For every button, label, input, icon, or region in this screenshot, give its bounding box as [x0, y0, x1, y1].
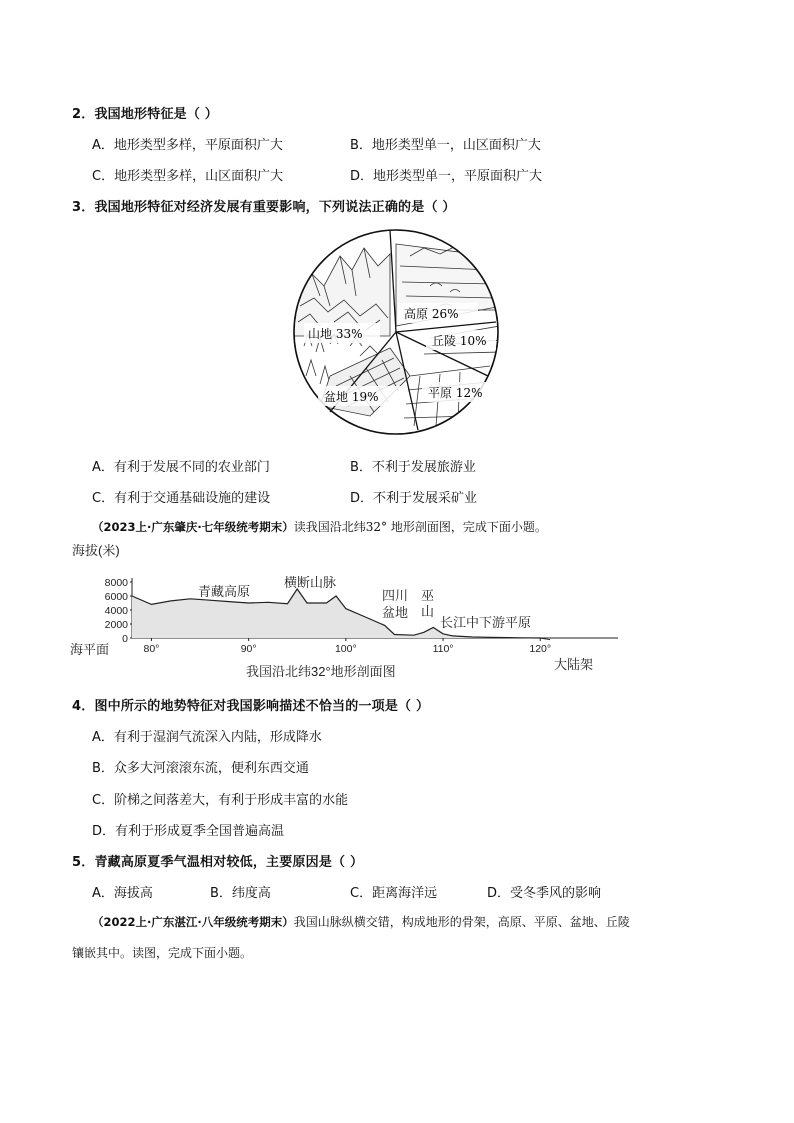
q4-stem: 4．图中所示的地势特征对我国影响描述不恰当的一项是（ ）: [72, 699, 430, 714]
terrain-pie-figure: [290, 226, 502, 438]
y-tick-label: 4000: [104, 605, 128, 617]
x-tick-label: 80°: [143, 643, 160, 655]
q4-option-b: B．众多大河滚滚东流，便利东西交通: [92, 761, 309, 776]
q5-stem: 5．青藏高原夏季气温相对较低，主要原因是（ ）: [72, 855, 364, 870]
q2-option-d: D．地形类型单一，平原面积广大: [350, 169, 543, 184]
intro-1: [92, 518, 547, 535]
x-tick-label: 100°: [334, 643, 357, 655]
x-tick-label: 90°: [240, 643, 257, 655]
q2-stem: 2．我国地形特征是（ ）: [72, 107, 218, 122]
intro-2-text-1: 我国山脉纵横交错，构成地形的骨架，高原、平原、盆地、丘陵: [293, 915, 630, 929]
label-hengduan: 横断山脉: [284, 575, 337, 590]
q5-option-b: B．纬度高: [210, 886, 271, 901]
q2-option-a: A．地形类型多样，平原面积广大: [92, 138, 283, 153]
x-tick-label: 110°: [432, 643, 454, 655]
label-sichuan-2: 盆地: [382, 605, 409, 620]
y-tick-label: 8000: [104, 577, 128, 589]
label-dalujia: 大陆架: [554, 657, 594, 672]
pie-label-pendi: 盆地 19%: [324, 390, 379, 404]
profile-ylabel: 海拔(米): [72, 543, 120, 558]
q5-option-d: D．受冬季风的影响: [487, 886, 602, 901]
profile-caption: 我国沿北纬32°地形剖面图: [246, 664, 396, 679]
q3-option-d: D．不利于发展采矿业: [350, 491, 478, 506]
intro-2-line-2: 镶嵌其中。读图，完成下面小题。: [72, 946, 253, 960]
label-wushan-2: 山: [421, 604, 435, 619]
y-tick-label: 0: [122, 633, 128, 645]
intro-1-source: （2023上·广东肇庆·七年级统考期末）: [92, 520, 294, 534]
intro-1-text: 读我国沿北纬32° 地形剖面图，完成下面小题。: [293, 520, 547, 534]
q3-option-c: C．有利于交通基础设施的建设: [92, 491, 271, 506]
pie-label-shandi: 山地 33%: [308, 327, 363, 341]
pie-label-pingyuan: 平原 12%: [428, 386, 483, 400]
pie-label-gaoyuan: 高原 26%: [404, 307, 459, 321]
q2-option-b: B．地形类型单一，山区面积广大: [350, 138, 541, 153]
q3-stem: 3．我国地形特征对经济发展有重要影响，下列说法正确的是（ ）: [72, 200, 456, 215]
label-wushan-1: 巫: [421, 588, 435, 603]
intro-2-source: （2022上·广东湛江·八年级统考期末）: [92, 915, 294, 929]
label-sichuan-1: 四川: [382, 588, 409, 603]
y-tick-label: 6000: [104, 591, 128, 603]
q2-option-c: C．地形类型多样，山区面积广大: [92, 169, 284, 184]
terrain-profile-chart: [66, 540, 626, 680]
label-qingzang: 青藏高原: [198, 584, 251, 599]
q3-option-a: A．有利于发展不同的农业部门: [92, 460, 270, 475]
y-tick-label: 2000: [104, 619, 128, 631]
x-tick-label: 120°: [529, 643, 552, 655]
q4-option-c: C．阶梯之间落差大，有利于形成丰富的水能: [92, 793, 349, 808]
intro-2-line-1: [92, 913, 630, 930]
sea-level-label: 海平面: [70, 642, 110, 657]
q3-option-b: B．不利于发展旅游业: [350, 460, 476, 475]
q5-option-c: C．距离海洋远: [350, 886, 438, 901]
q4-option-d: D．有利于形成夏季全国普遍高温: [92, 824, 285, 839]
label-changjiang: 长江中下游平原: [440, 615, 532, 630]
pie-label-qiuling: 丘陵 10%: [432, 334, 487, 348]
q4-option-a: A．有利于湿润气流深入内陆，形成降水: [92, 730, 322, 745]
q5-option-a: A．海拔高: [92, 886, 153, 901]
